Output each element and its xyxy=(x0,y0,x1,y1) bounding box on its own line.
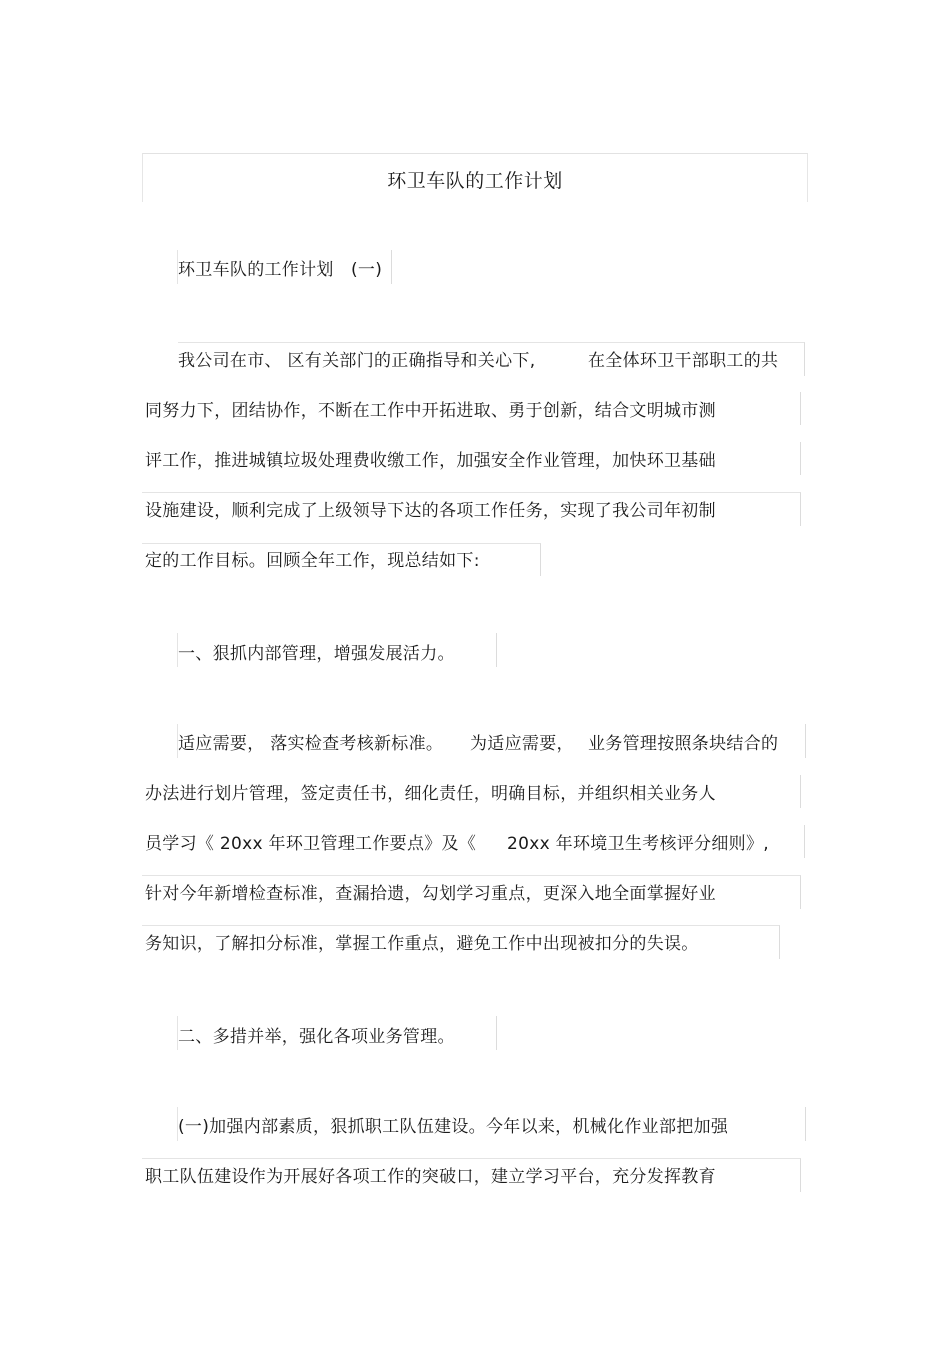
para3-line-2: 职工队伍建设作为开展好各项工作的突破口，建立学习平台，充分发挥教育 xyxy=(145,1167,716,1187)
document-title: 环卫车队的工作计划 xyxy=(387,170,563,192)
para2-line-3a: 员学习《 20xx 年环卫管理工作要点》及《 xyxy=(145,834,477,854)
para1-line-3: 评工作，推进城镇垃圾处理费收缴工作，加强安全作业管理，加快环卫基础 xyxy=(145,451,716,471)
para1-line-1b: 在全体环卫干部职工的共 xyxy=(588,351,779,371)
heading-2: 二、多措并举，强化各项业务管理。 xyxy=(178,1027,455,1047)
title-frame xyxy=(142,153,808,202)
para1-line-1a: 我公司在市、 区有关部门的正确指导和关心下, xyxy=(178,351,536,371)
para2-line-1a: 适应需要， 落实检查考核新标准。 xyxy=(178,734,444,754)
para2-line-1b: 为适应需要， xyxy=(470,734,574,754)
para2-line-4: 针对今年新增检查标准，查漏拾遗，勾划学习重点，更深入地全面掌握好业 xyxy=(145,884,716,904)
para1-line-5: 定的工作目标。回顾全年工作，现总结如下: xyxy=(145,551,480,571)
para2-line-3b: 20xx 年环境卫生考核评分细则》, xyxy=(507,834,769,854)
heading-1: 一、狠抓内部管理，增强发展活力。 xyxy=(178,644,455,664)
para1-line-2: 同努力下，团结协作，不断在工作中开拓进取、勇于创新，结合文明城市测 xyxy=(145,401,716,421)
para2-line-2: 办法进行划片管理，签定责任书，细化责任，明确目标，并组织相关业务人 xyxy=(145,784,716,804)
document-subtitle: 环卫车队的工作计划 (一) xyxy=(178,260,383,280)
para2-line-5: 务知识，了解扣分标准，掌握工作重点，避免工作中出现被扣分的失误。 xyxy=(145,934,699,954)
para1-line-4: 设施建设，顺利完成了上级领导下达的各项工作任务，实现了我公司年初制 xyxy=(145,501,716,521)
para2-line-1c: 业务管理按照条块结合的 xyxy=(588,734,779,754)
para3-line-1: (一)加强内部素质，狠抓职工队伍建设。今年以来，机械化作业部把加强 xyxy=(178,1117,729,1137)
